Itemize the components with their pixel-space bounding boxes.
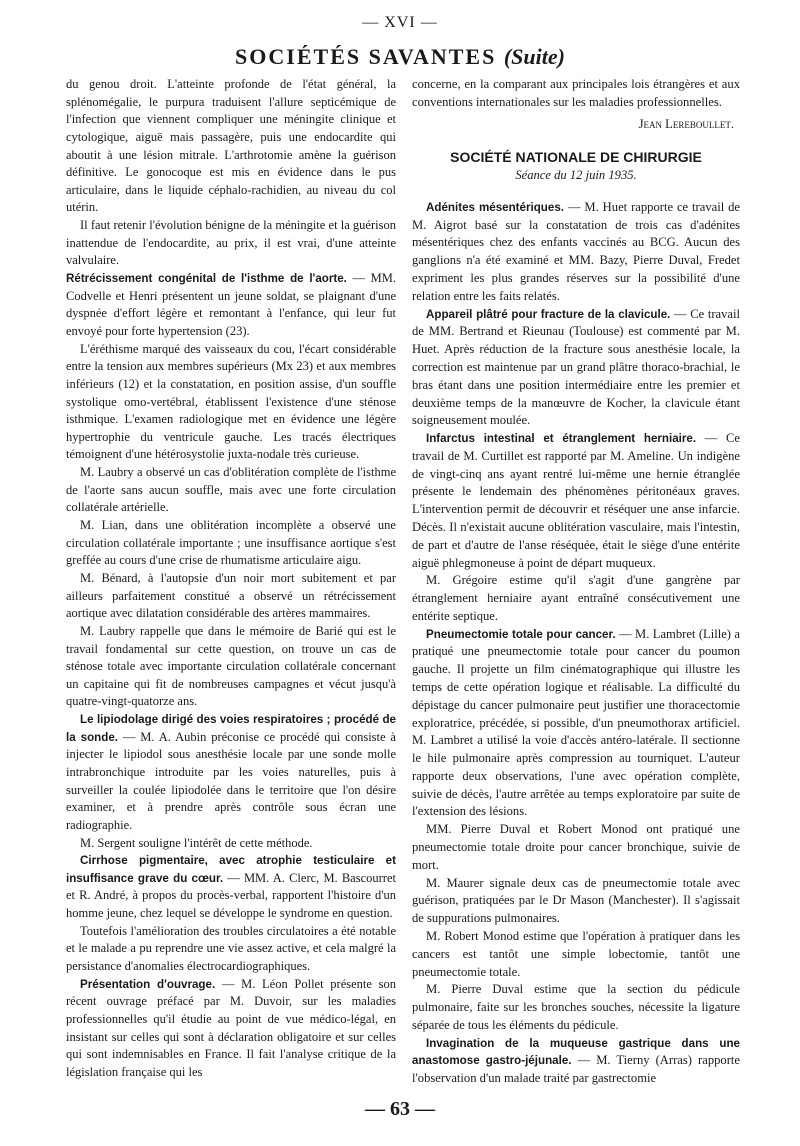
paragraph: M. Laubry a observé un cas d'oblitération complète de l'isthme de l'aorte sans aucun souffle, mais avec une forte circulation collatérale artérielle. <box>66 465 396 515</box>
paragraph: M. Grégoire estime qu'il s'agit d'une gangrène par étranglement herniaire ayant entraîné consécutivement une entérite septique. <box>412 573 740 623</box>
article-text: — MM. A. Clerc, M. Bascourret et R. André, à propos du procès-verbal, rapportent l'histoire d'un homme jeune, chez lequel se développe le syndrome en question. <box>66 870 396 921</box>
article-text: — MM. Codvelle et Henri présentent un jeune soldat, se plaignant d'une dyspnée d'effort légère et remontant à l'enfance, qui leur fut envoyé pour forte hypertension (23). <box>66 271 396 338</box>
folio-roman: — XVI — <box>362 14 438 31</box>
page-title <box>0 44 800 70</box>
paragraph: M. Robert Monod estime que l'opération à pratiquer dans les cancers est tantôt une simple lobectomie, tantôt une pneumectomie totale. <box>412 928 740 979</box>
paragraph: M. Laubry rappelle que dans le mémoire de Barié qui est le travail fondamental sur cette question, on trouve un cas de sténose totale avec importante circulation collatérale concernant un capitaine qui fit de nombreuses campagnes et vécut jusqu'à quatre-vingt-quatorze ans. <box>66 623 396 709</box>
page-number: — 63 — <box>365 1098 435 1120</box>
article-rao <box>66 270 396 341</box>
paragraph: M. Pierre Duval estime que la section du pédicule pulmonaire, faite sur les bronches souches, nécessite la ligature séparée de tous les éléments du pédicule. <box>412 982 740 1032</box>
paragraph: M. Lian, dans une oblitération incomplète a observé une circulation collatérale importante ; une insuffisance aortique s'est greffée au cours d'une crise de rhumatisme articulaire aigu. <box>66 518 396 568</box>
paragraph: M. Maurer signale deux cas de pneumectomie totale avec guérison, pratiquées par le Dr Mason (Manchester). Il s'agissait de suppurations pulmonaires. <box>412 875 740 926</box>
paragraph: L'éréthisme marqué des vaisseaux du cou, l'écart considérable entre la tension aux membres supérieurs (Mx 23) et aux membres inférieurs (12) et la constatation, en position assise, d'un souffle systolique omo-vertébral, établissent l'existence d'une sténose isthmique. L'examen radiologique met en évidence une légère hypertrophie du ventricule gauche. Les tracés électriques témoignent d'une hétérosystolie juxta-nodale très curieuse. <box>66 341 396 462</box>
article-invagination <box>412 1035 740 1088</box>
article-adenites <box>412 199 740 306</box>
article-cirrhose <box>66 852 396 923</box>
article-lipiodol <box>66 711 396 834</box>
article-heading: Appareil plâtré pour fracture de la clavicule. <box>426 307 671 321</box>
article-text: — Ce travail de M. Curtillet est rapporté par M. Ameline. Un indigène de vingt-cinq ans ayant rentré lui-même une hernie étranglée présente le lendemain des phénomènes péritonéaux graves. L'intervention permit de découvrir et réséquer une anse infarcie. Décès. Il n'existait aucune oblitération vasculaire, mais l'intestin, de part et d'autre de l'anse réséquée, était le siège d'une entérite aiguë phlegmoneuse à point de départ muqueux. <box>412 431 740 570</box>
article-heading: Infarctus intestinal et étranglement herniaire. <box>426 432 697 446</box>
society-heading: SOCIÉTÉ NATIONALE DE CHIRURGIE <box>450 149 702 166</box>
article-ouvrage <box>66 976 396 1082</box>
right-column <box>412 76 740 1088</box>
article-heading: Rétrécissement congénital de l'isthme de l'aorte. <box>66 272 347 286</box>
article-text: — M. A. Aubin préconise ce procédé qui consiste à injecter le lipiodol sous anesthésie locale par une sonde molle intrabronchique introduite par les voies naturelles, puis à surveiller la coulée lipiodolée dans le territoire que l'on désire examiner, et à prendre après contrôle sous écran une radiographie. <box>66 729 396 832</box>
article-heading: Présentation d'ouvrage. <box>80 977 216 991</box>
article-text: — M. Léon Pollet présente son récent ouvrage préfacé par M. Duvoir, sur les maladies professionnelles qu'il étudie au point de vue médico-légal, en insistant sur celles qui sont à déclaration obligatoire et sur celles qui sont indemnisables en France. Il fait l'analyse critique de la législation française qui les <box>66 976 396 1079</box>
article-heading: Pneumectomie totale pour cancer. <box>426 627 616 641</box>
article-heading: Invagination de la muqueuse gastrique dans une anastomose gastro-jéjunale. <box>412 1036 740 1068</box>
article-text: — M. Tierny (Arras) rapporte l'observation d'un malade traité par gastrectomie <box>412 1053 740 1086</box>
paragraph: MM. Pierre Duval et Robert Monod ont pratiqué une pneumectomie totale droite pour cancer bronchique, suivie de mort. <box>412 822 740 872</box>
session-date: Séance du 12 juin 1935. <box>515 168 637 183</box>
paragraph: Il faut retenir l'évolution bénigne de la méningite et la guérison inattendue de l'endocardite, au prix, il est vrai, d'une atteinte valvulaire. <box>66 218 396 268</box>
paragraph: M. Sergent souligne l'intérêt de cette méthode. <box>80 835 313 850</box>
title-suite: (Suite) <box>503 44 565 69</box>
paragraph: M. Bénard, à l'autopsie d'un noir mort subitement et par ailleurs parfaitement constitué a observé un rétrécissement aortique avec dilatation considérable des artères mammaires. <box>66 570 396 621</box>
left-column <box>66 76 396 1082</box>
article-clavicule <box>412 306 740 430</box>
paragraph: du genou droit. L'atteinte profonde de l'état général, la splénomégalie, le purpura traduisent l'allure septicémique de l'infection que viennent compliquer une méningite clinique et cytologique, aiguë mais passagère, puis une endocardite qui aboutit à une lésion mitrale. L'arthrotomie amène la guérison définitive. Le gonocoque est mis en évidence dans le pus articulaire, dans le liquide céphalo-rachidien, au niveau du col utérin. <box>66 77 396 215</box>
title-text: SOCIÉTÉS SAVANTES <box>235 44 497 69</box>
article-text: — M. Lambret (Lille) a pratiqué une pneumectomie totale pour cancer du poumon gauche. Il projette un film cinématographique qui illustre les temps de cette opération logique et réalisable. La difficulté du dépistage du cancer pulmonaire peut justifier une thoracectomie exploratrice, précédée, si possible, d'un pneumothorax artificiel. M. Lambret a utilisé la voie d'accès antéro-latérale. Il sectionne le hile pulmonaire après compression au tourniquet. L'auteur rapporte deux observations, l'une avec opération complète, suivie de décès, l'autre arrêtée au temps exploratoire par suite de l'extension des lésions. <box>412 626 740 819</box>
article-infarctus <box>412 430 740 572</box>
article-text: — Ce travail de MM. Bertrand et Rieunau (Toulouse) est commenté par M. Huet. Après réduction de la fracture sous anesthésie locale, la correction est maintenue par un grand plâtre thoraco-brachial, le bras étant dans une position intermédiaire entre les premier et deuxième temps de la manœuvre de Kocher, la clavicule étant soigneusement moulée. <box>412 306 740 428</box>
article-heading: Cirrhose pigmentaire, avec atrophie testiculaire et insuffisance grave du cœur. <box>66 854 396 885</box>
article-pneumectomie <box>412 626 740 822</box>
article-heading: Adénites mésentériques. <box>426 200 565 214</box>
paragraph: concerne, en la comparant aux principales lois étrangères et aux conventions internationales sur les maladies professionnelles. <box>412 77 740 109</box>
paragraph: Toutefois l'amélioration des troubles circulatoires a été notable et le malade a pu reprendre une vie assez active, et cela malgré la persistance d'anomalies électrocardiographiques. <box>66 923 396 974</box>
article-text: — M. Huet rapporte ce travail de M. Aigrot basé sur la constatation de trois cas d'adénites mésentériques chez des enfants vaccinés au BCG. Aucun des ganglions n'a été examiné et MM. Bazy, Pierre Duval, Fredet expriment les plus grandes réserves sur la possibilité d'une relation entre les faits relatés. <box>412 199 740 303</box>
article-heading: Le lipiodolage dirigé des voies respiratoires ; procédé de la sonde. <box>66 713 396 744</box>
author-signature: Jean Lereboullet. <box>638 116 734 131</box>
